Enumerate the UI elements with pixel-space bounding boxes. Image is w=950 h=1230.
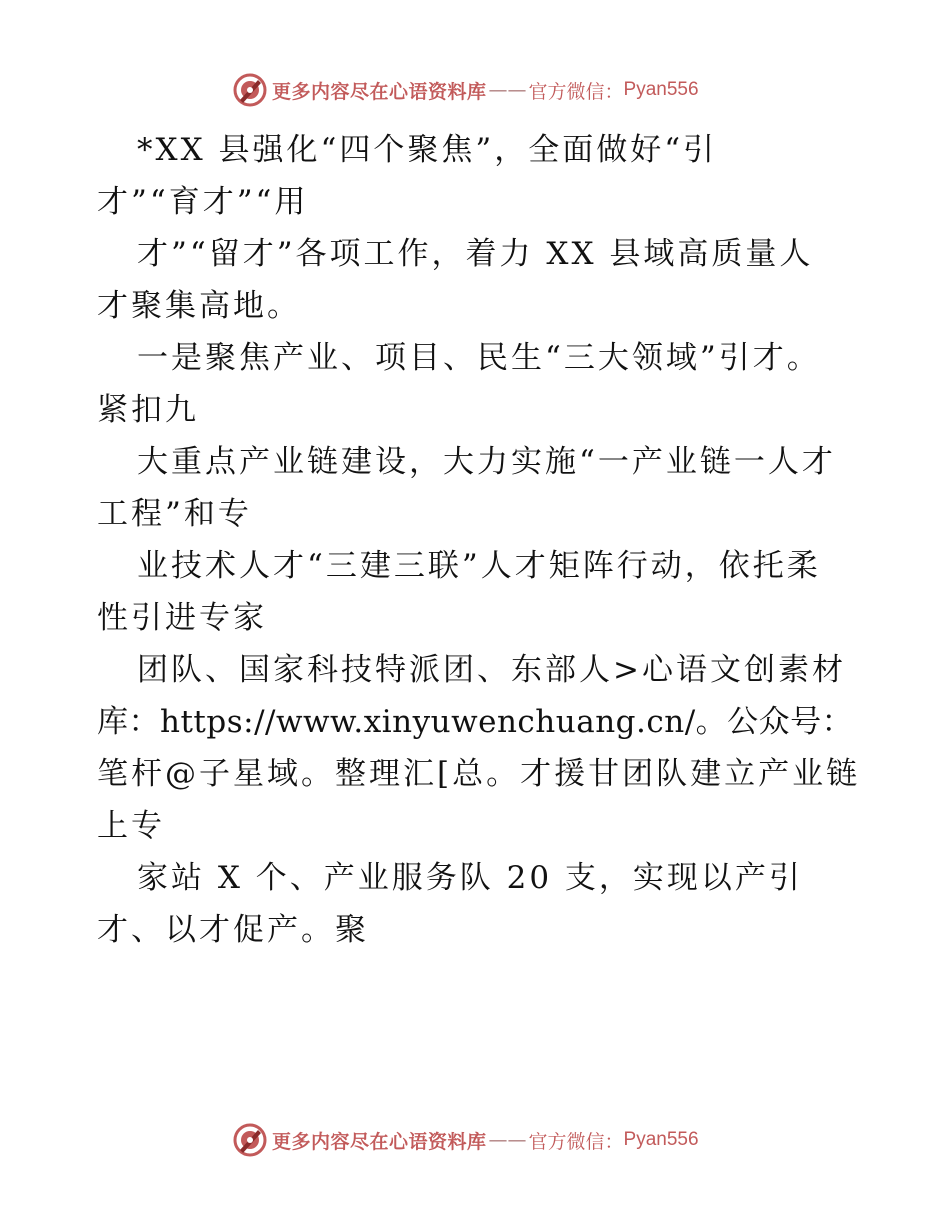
banner-brand-text: 更多内容尽在心语资料库	[272, 80, 487, 103]
banner-wechat-id: Pyan556	[623, 1129, 699, 1150]
quill-seal-logo-icon	[232, 72, 268, 108]
banner-wechat-label: 官方微信：	[528, 1130, 624, 1153]
quill-seal-logo-icon	[232, 1122, 268, 1158]
body-line: 团队、国家科技特派团、东部人>心语文创素材	[137, 652, 846, 688]
body-line: 一是聚焦产业、项目、民生“三大领域”引才。	[137, 340, 821, 376]
banner-separator: ——	[488, 1129, 527, 1151]
banner-wechat-label: 官方微信：	[528, 80, 624, 103]
document-body	[97, 124, 861, 956]
body-line: 大重点产业链建设，大力实施“一产业链一人才	[137, 444, 836, 480]
banner-separator: ——	[488, 79, 527, 101]
body-line: *XX 县强化“四个聚焦”，全面做好“引	[137, 132, 718, 168]
footer-watermark-banner	[232, 1122, 699, 1158]
body-line: 家站 X 个、产业服务队 20 支，实现以产引	[137, 860, 803, 896]
body-line: 笔杆@子星域。整理汇[总。才援甘团队建立产业链	[97, 756, 861, 792]
body-line-url: 库：https://www.xinyuwenchuang.cn/。公众号：	[97, 704, 854, 740]
body-line: 工程”和专	[97, 496, 252, 532]
body-line: 上专	[97, 808, 165, 844]
header-watermark-banner	[232, 72, 699, 108]
banner-wechat-id: Pyan556	[623, 79, 699, 100]
body-line: 才、以才促产。聚	[97, 912, 369, 948]
body-line: 性引进专家	[97, 600, 267, 636]
body-line: 才”“育才”“用	[97, 184, 309, 220]
banner-brand-text: 更多内容尽在心语资料库	[272, 1130, 487, 1153]
body-line: 才聚集高地。	[97, 288, 301, 324]
body-line: 业技术人才“三建三联”人才矩阵行动，依托柔	[137, 548, 821, 584]
body-line: 才”“留才”各项工作，着力 XX 县域高质量人	[137, 236, 814, 272]
body-line: 紧扣九	[97, 392, 199, 428]
